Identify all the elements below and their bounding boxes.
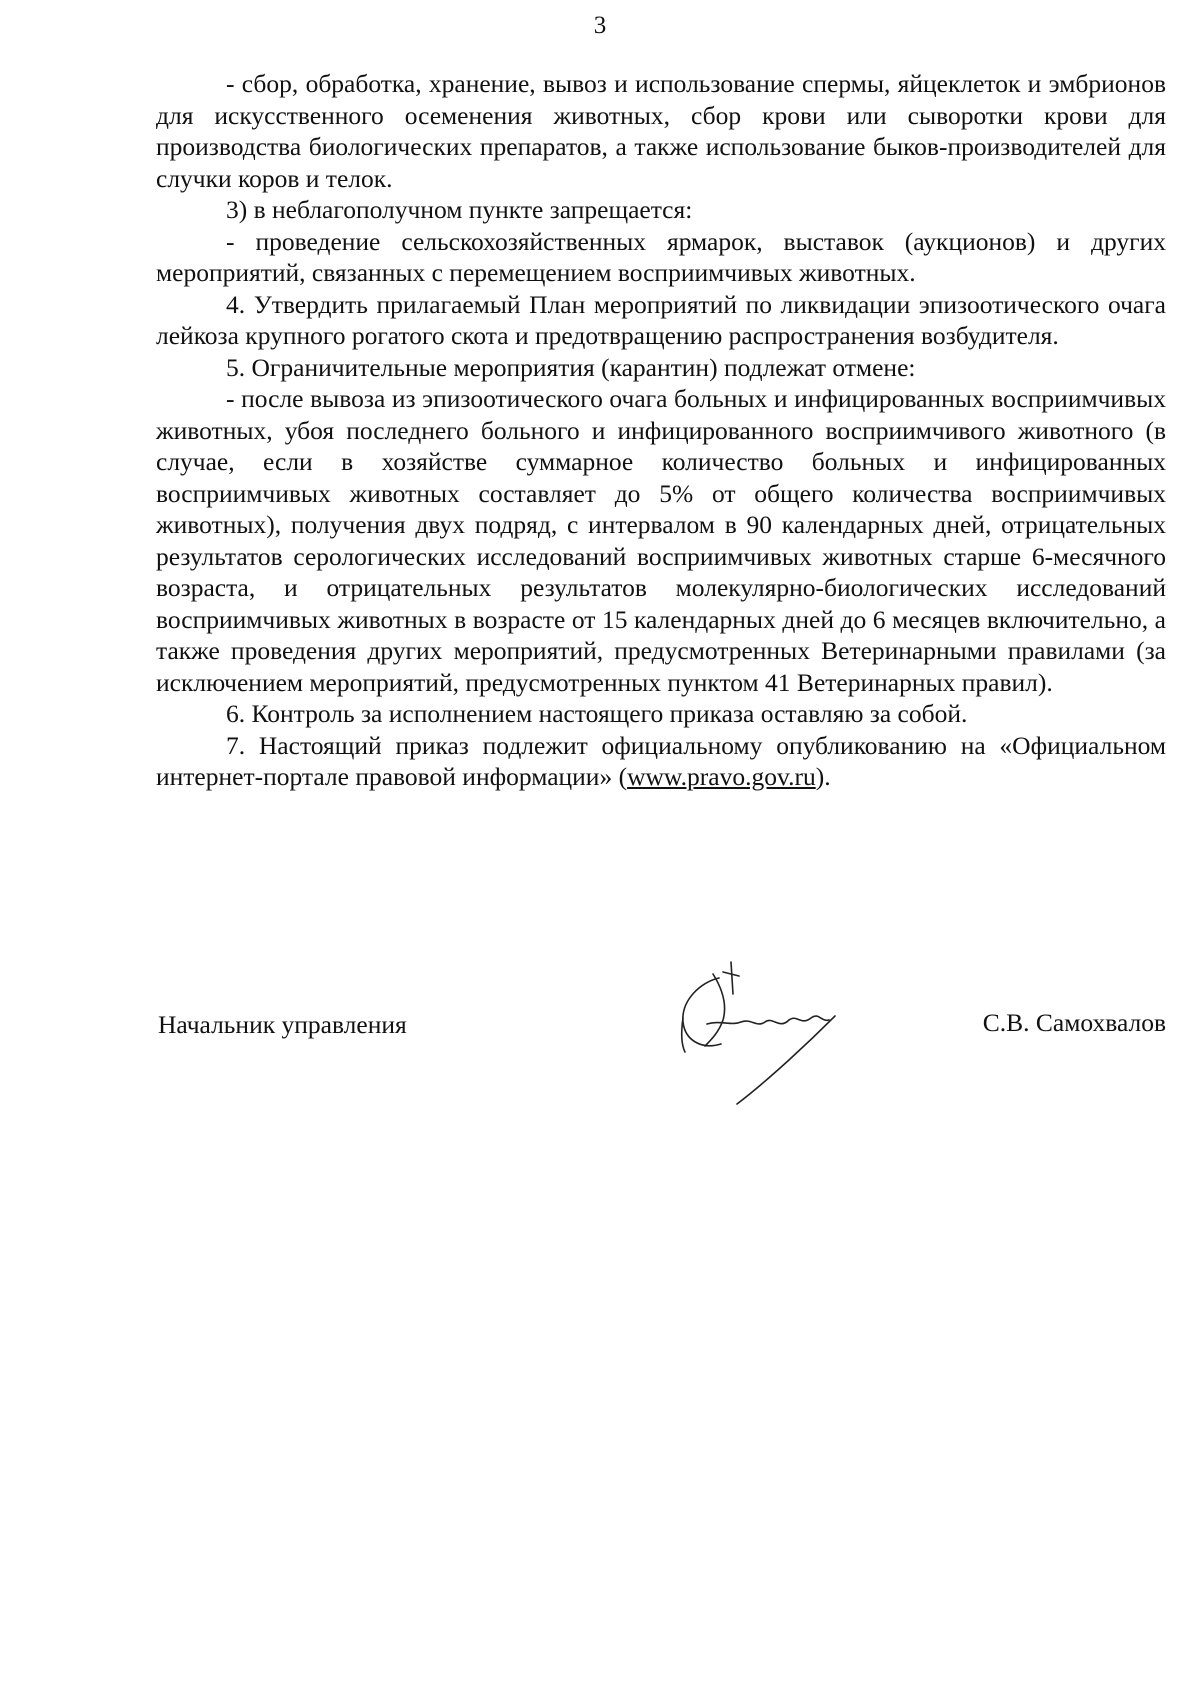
- paragraph: - после вывоза из эпизоотического очага больных и инфицированных восприимчивых животных, убоя последнего больного и инфицированного восприимчивого животного (в случае, если в хозяйстве суммарное количество больных и инфицированных восприимчивых животных составляет до 5% от общего количества восприимчивых животных), получения двух подряд, с интервалом в 90 календарных дней, отрицательных результатов серологических исследований восприимчивых животных старше 6-месячного возраста, и отрицательных результатов молекулярно-биологических исследований восприимчивых животных в возрасте от 15 календарных дней до 6 месяцев включительно, а также проведения других мероприятий, предусмотренных Ветеринарными правилами (за исключением мероприятий, предусмотренных пунктом 41 Ветеринарных правил).: [156, 384, 1166, 697]
- paragraph: 6. Контроль за исполнением настоящего приказа оставляю за собой.: [226, 699, 968, 728]
- publication-text: 7. Настоящий приказ подлежит официальному опубликованию на «Официальном интернет-портале правовой информации» (: [156, 730, 1166, 791]
- page-number: 3: [593, 12, 607, 39]
- signatory-position: Начальник управления: [158, 1010, 407, 1039]
- paragraph: 4. Утвердить прилагаемый План мероприятий по ликвидации эпизоотического очага лейкоза крупного рогатого скота и предотвращению распространения возбудителя.: [156, 289, 1166, 350]
- document-body: [156, 68, 1166, 793]
- paragraph-publication: [156, 730, 1166, 793]
- paragraph: - проведение сельскохозяйственных ярмарок, выставок (аукционов) и других мероприятий, связанных с перемещением восприимчивых животных.: [156, 226, 1166, 287]
- handwritten-signature: [661, 960, 861, 1120]
- paragraph: - сбор, обработка, хранение, вывоз и использование спермы, яйцеклеток и эмбрионов для искусственного осеменения животных, сбор крови или сыворотки крови для производства биологических препаратов, а также использование быков-производителей для случки коров и телок.: [156, 69, 1166, 193]
- portal-link[interactable]: www.pravo.gov.ru: [627, 762, 816, 791]
- paragraph: 5. Ограничительные мероприятия (карантин) подлежат отмене:: [226, 352, 916, 382]
- publication-text-end: ).: [815, 762, 831, 791]
- signatory-name: С.В. Самохвалов: [982, 1008, 1166, 1037]
- paragraph: 3) в неблагополучном пункте запрещается:: [226, 195, 693, 224]
